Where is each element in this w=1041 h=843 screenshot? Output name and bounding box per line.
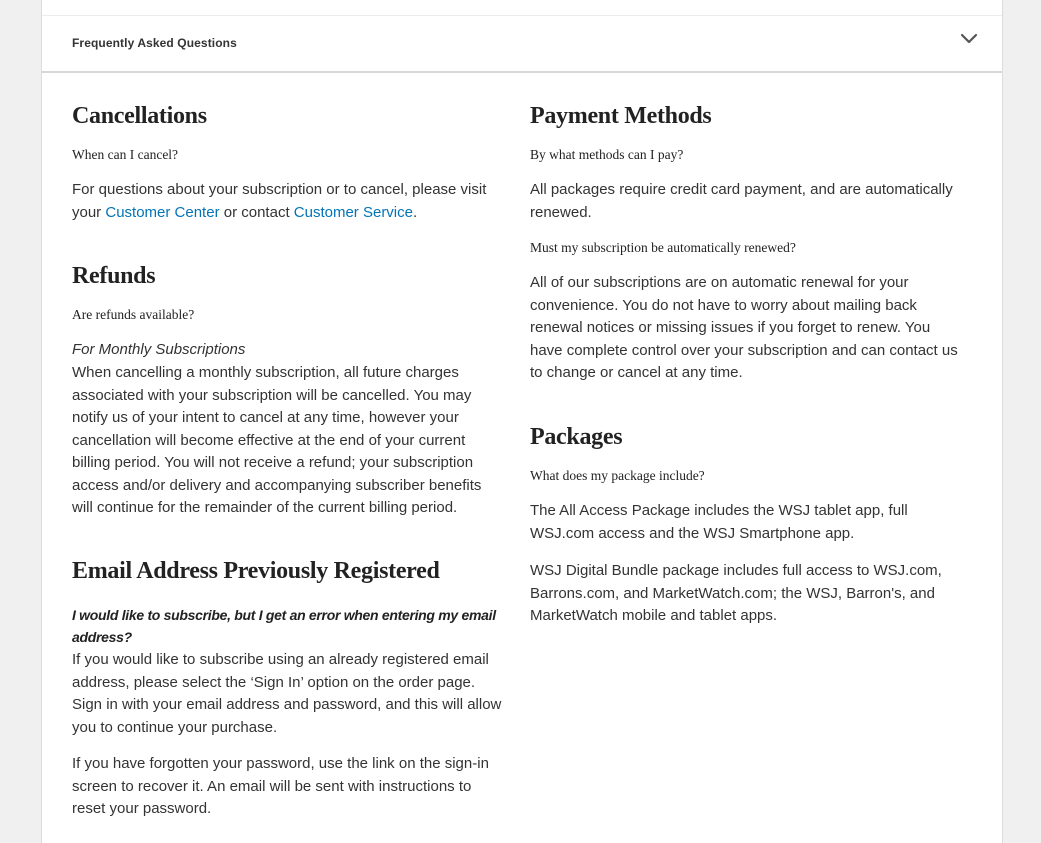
email-registered-answer-1: If you would like to subscribe using an already registered email address, please select the ‘Sign In’ option on the order page. Sign in with your email address and password, and this will allow you to continue your purchase. (72, 651, 502, 736)
refunds-question: Are refunds available? (72, 307, 195, 322)
cancellations-text-2: or contact (219, 203, 294, 221)
payment-question-2: Must my subscription be automatically renewed? (530, 240, 796, 255)
packages-answer-1: The All Access Package includes the WSJ tablet app, full WSJ.com access and the WSJ Smartphone app. (530, 502, 908, 542)
refunds-subheading: For Monthly Subscriptions (72, 341, 246, 358)
refunds-answer: When cancelling a monthly subscription, all future charges associated with your subscription will be cancelled. You may notify us of your intent to cancel at any time, however your cancellation will become effective at the end of your current billing period. You will not receive a refund; your subscription access and/or delivery and accompanying subscriber benefits will continue for the remainder of the current billing period. (72, 364, 482, 516)
faq-panel (41, 0, 1003, 843)
email-registered-answer-2: If you have forgotten your password, use the link on the sign-in screen to recover it. An email will be sent with instructions to reset your password. (72, 755, 489, 817)
chevron-down-icon[interactable] (960, 33, 978, 45)
email-registered-heading: Email Address Previously Registered (72, 558, 440, 584)
cancellations-text-3: . (412, 203, 418, 221)
cancellations-question: When can I cancel? (72, 147, 179, 162)
cancellations-text-1: For questions about your subscription or to cancel, please visit your (72, 181, 487, 221)
cancellations-heading: Cancellations (72, 103, 207, 129)
packages-heading: Packages (530, 424, 623, 450)
packages-answer-2: WSJ Digital Bundle package includes full access to WSJ.com, Barrons.com, and MarketWatch.com; the WSJ, Barron's, and MarketWatch mobile and tablet apps. (530, 562, 942, 624)
email-registered-question: I would like to subscribe, but I get an error when entering my email address? (72, 607, 496, 645)
packages-question: What does my package include? (530, 468, 705, 483)
cancellations-answer (72, 179, 502, 224)
customer-center-link[interactable]: Customer Center (105, 203, 220, 221)
customer-service-link[interactable]: Customer Service (293, 203, 413, 221)
top-divider (42, 0, 1002, 16)
payment-answer-2: All of our subscriptions are on automatic renewal for your convenience. You do not have to worry about mailing back renewal notices or missing issues if you forget to renew. You have complete control over your subscription and can contact us to change or cancel at any time. (530, 274, 958, 381)
payment-question-1: By what methods can I pay? (530, 147, 684, 162)
payment-answer-1: All packages require credit card payment, and are automatically renewed. (530, 181, 953, 221)
payment-methods-heading: Payment Methods (530, 103, 712, 129)
faq-accordion-header[interactable] (42, 16, 1002, 73)
refunds-heading: Refunds (72, 263, 156, 289)
faq-title: Frequently Asked Questions (72, 36, 237, 50)
